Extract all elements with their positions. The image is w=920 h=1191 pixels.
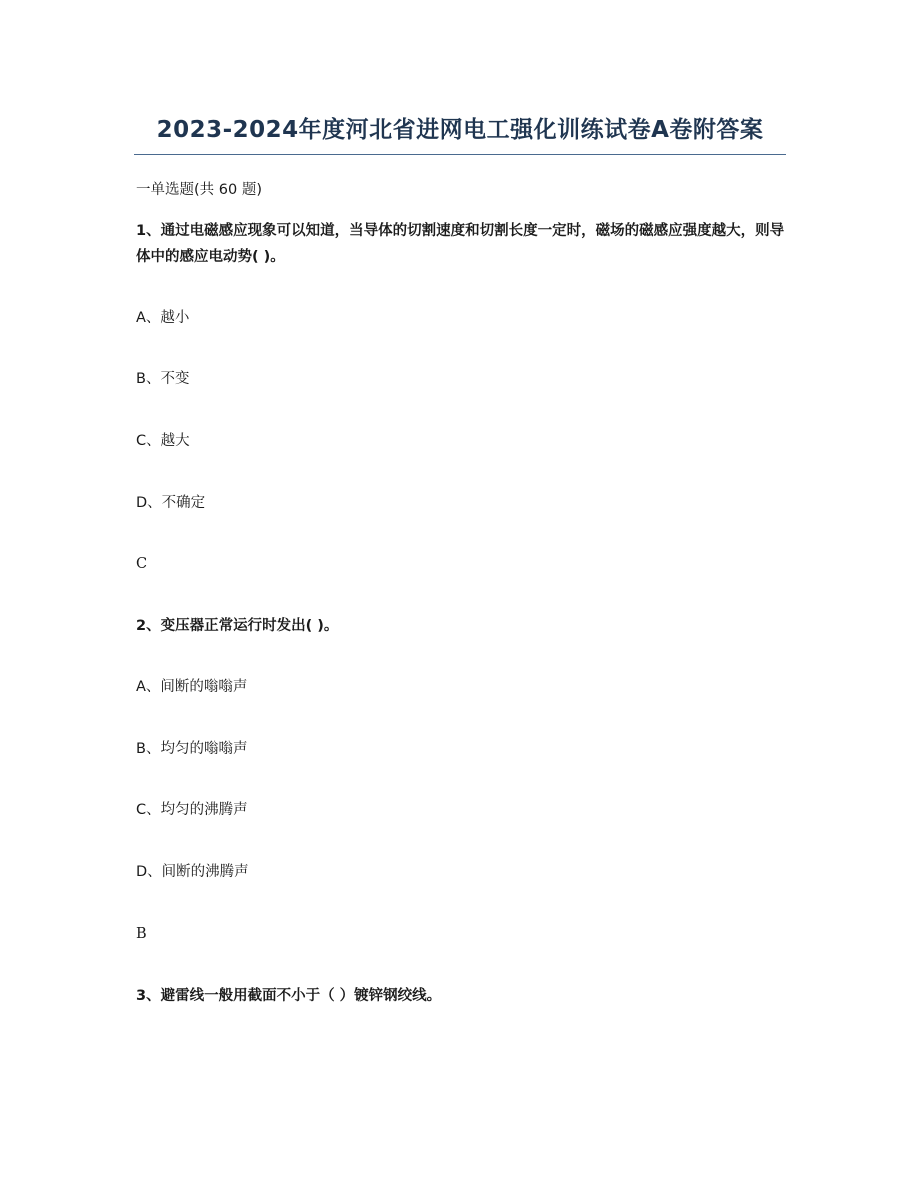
section-heading: 一单选题(共 60 题) bbox=[136, 182, 262, 198]
question-1-option-d: D、不确定 bbox=[136, 495, 206, 511]
question-2-text: 2、变压器正常运行时发出( )。 bbox=[136, 618, 339, 634]
question-2-option-c: C、均匀的沸腾声 bbox=[136, 802, 248, 818]
question-2-option-a: A、间断的嗡嗡声 bbox=[136, 679, 248, 695]
question-1-option-c: C、越大 bbox=[136, 433, 190, 449]
question-2-answer: B bbox=[136, 926, 147, 942]
question-2-option-d: D、间断的沸腾声 bbox=[136, 864, 249, 880]
question-1-text: 1、通过电磁感应现象可以知道，当导体的切割速度和切割长度一定时，磁场的磁感应强度越大，则导体中的感应电动势( )。 bbox=[136, 223, 785, 265]
question-1-answer: C bbox=[136, 556, 148, 572]
title-divider bbox=[134, 154, 786, 155]
document-title: 2023-2024年度河北省进网电工强化训练试卷A卷附答案 bbox=[156, 117, 764, 143]
question-2-option-b: B、均匀的嗡嗡声 bbox=[136, 741, 248, 757]
question-3-text: 3、避雷线一般用截面不小于（ ）镀锌钢绞线。 bbox=[136, 988, 442, 1004]
question-1-option-b: B、不变 bbox=[136, 371, 190, 387]
question-1-option-a: A、越小 bbox=[136, 310, 190, 326]
